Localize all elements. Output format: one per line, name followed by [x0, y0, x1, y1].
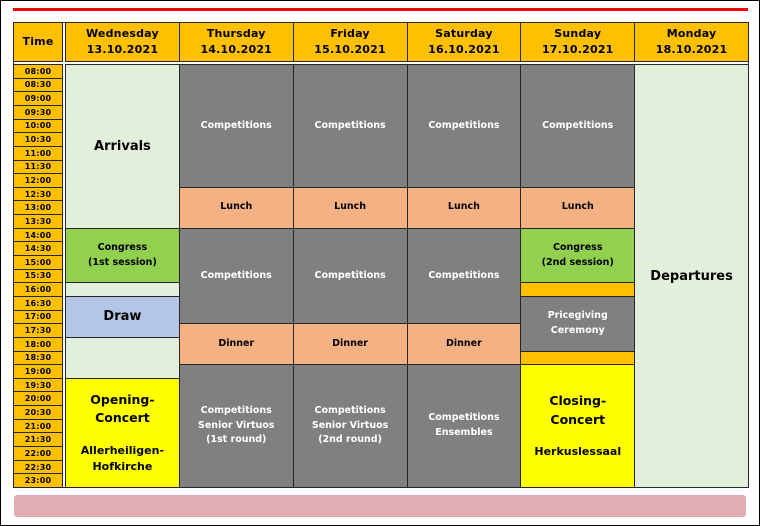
event-text-block: [90, 391, 154, 429]
label: 15.10.2021: [314, 43, 386, 56]
label: 11:00: [24, 148, 52, 158]
label: 17.10.2021: [541, 43, 614, 56]
label: 08:00: [24, 66, 52, 76]
label: Thursday: [206, 27, 266, 41]
event-filler-orange: [521, 352, 634, 365]
event-competitions-afternoon: [294, 229, 407, 324]
label: Opening-: [90, 391, 155, 407]
label: Lunch: [447, 201, 480, 213]
time-cell: [14, 188, 62, 201]
label: 16:00: [24, 285, 52, 295]
label: Competitions: [314, 269, 386, 281]
event-text-block: [534, 444, 621, 460]
label: 09:30: [24, 107, 52, 117]
label: 20:30: [24, 407, 52, 417]
event-competitions-afternoon: [180, 229, 293, 324]
label: 22:30: [24, 462, 52, 472]
schedule-table: [13, 22, 749, 488]
label: 14:30: [24, 244, 52, 254]
event-lunch: [408, 188, 521, 228]
label: 22:00: [24, 448, 52, 458]
event-arrivals: [66, 65, 179, 228]
event-opening-concert: [66, 379, 179, 487]
label: Ceremony: [550, 324, 605, 336]
event-draw: [66, 297, 179, 337]
label: 18:00: [24, 339, 52, 349]
label: 23:00: [24, 476, 52, 486]
time-cell: [14, 311, 62, 324]
time-column-header: [14, 23, 62, 61]
label: Competitions: [542, 119, 614, 131]
event-congress-1st-session: [66, 229, 179, 283]
time-cell: [14, 420, 62, 433]
time-cell: [14, 324, 62, 337]
label: Lunch: [334, 201, 367, 213]
time-cell: [14, 283, 62, 296]
label: Competitions: [428, 269, 500, 281]
time-cell: [14, 379, 62, 392]
time-cell: [14, 297, 62, 310]
label: Pricegiving: [547, 310, 608, 322]
time-cell: [14, 461, 62, 474]
label: 18:30: [24, 353, 52, 363]
event-closing-concert: [521, 365, 634, 487]
day-header-sunday: [521, 23, 634, 61]
event-filler-orange: [521, 283, 634, 296]
label: 09:00: [24, 94, 52, 104]
event-empty: [66, 283, 179, 296]
label: Senior Virtuos: [198, 419, 275, 431]
label: 19:00: [24, 367, 52, 376]
event-dinner: [294, 324, 407, 364]
label: Competitions: [428, 412, 500, 424]
event-lunch: [294, 188, 407, 228]
label: 18.10.2021: [655, 43, 728, 56]
label: Monday: [666, 27, 717, 41]
label: 15:00: [24, 257, 52, 267]
label: 19:30: [24, 380, 52, 390]
label: Closing-: [549, 392, 607, 408]
label: Lunch: [561, 201, 594, 213]
label: Competitions: [200, 269, 272, 281]
event-dinner: [408, 324, 521, 364]
time-cell: [14, 201, 62, 214]
event-competitions-senior-virtuos-2nd-round: [294, 365, 407, 487]
time-cell: [14, 174, 62, 187]
time-cell: [14, 474, 62, 487]
label: Hofkirche: [92, 460, 153, 474]
event-departures: [635, 65, 748, 487]
label: Dinner: [332, 337, 368, 349]
time-cell: [14, 215, 62, 228]
label: 10:30: [24, 135, 52, 145]
label: (1st round): [206, 434, 267, 446]
label: Competitions: [200, 119, 272, 131]
label: (2nd round): [318, 434, 382, 446]
event-empty: [66, 338, 179, 378]
label: Draw: [103, 309, 142, 325]
label: Departures: [650, 268, 733, 284]
event-competitions-afternoon: [408, 229, 521, 324]
red-top-rule: [13, 8, 748, 11]
bottom-pink-bar: [14, 495, 746, 517]
time-cell: [14, 79, 62, 92]
label: Time: [22, 35, 54, 49]
label: 13.10.2021: [86, 43, 159, 56]
event-competitions-morning: [521, 65, 634, 187]
label: Wednesday: [85, 27, 159, 41]
label: 20:00: [24, 394, 52, 404]
time-cell: [14, 270, 62, 283]
time-cell: [14, 65, 62, 78]
label: Lunch: [220, 201, 253, 213]
event-lunch: [180, 188, 293, 228]
time-cell: [14, 242, 62, 255]
time-cell: [14, 447, 62, 460]
label: Congress: [552, 241, 603, 253]
event-competitions-senior-virtuos-1st-round: [180, 365, 293, 487]
header-body-divider: [14, 62, 748, 64]
event-pricegiving-ceremony: [521, 297, 634, 351]
day-header-saturday: [408, 23, 521, 61]
time-cell: [14, 352, 62, 365]
time-cell: [14, 161, 62, 174]
time-cell: [14, 147, 62, 160]
label: Friday: [330, 27, 370, 41]
label: Competitions: [314, 119, 386, 131]
label: 14:00: [24, 230, 52, 240]
label: 14.10.2021: [200, 43, 273, 56]
label: 12:00: [24, 175, 52, 185]
time-events-divider: [63, 23, 65, 487]
label: Dinner: [446, 337, 482, 349]
label: 12:30: [24, 189, 52, 199]
label: 16.10.2021: [428, 43, 500, 56]
time-cell: [14, 392, 62, 405]
event-competitions-morning: [180, 65, 293, 187]
label: 16:30: [24, 298, 52, 308]
label: Allerheiligen-: [80, 444, 165, 458]
time-cell: [14, 406, 62, 419]
label: Ensembles: [435, 427, 493, 439]
label: Concert: [550, 411, 606, 427]
event-competitions-ensembles: [408, 365, 521, 487]
label: Competitions: [314, 405, 386, 417]
label: 11:30: [24, 162, 52, 172]
label: Saturday: [435, 27, 493, 41]
label: Senior Virtuos: [311, 419, 389, 431]
event-congress-2nd-session: [521, 229, 634, 283]
day-header-friday: [294, 23, 407, 61]
time-cell: [14, 106, 62, 119]
event-dinner: [180, 324, 293, 364]
label: 17:30: [24, 326, 52, 336]
day-header-wednesday: [66, 23, 179, 61]
label: Arrivals: [94, 138, 151, 154]
day-header-thursday: [180, 23, 293, 61]
event-text-block: [81, 443, 164, 475]
label: 13:00: [24, 203, 52, 213]
event-lunch: [521, 188, 634, 228]
time-cell: [14, 365, 62, 378]
label: 13:30: [24, 216, 52, 226]
label: 21:00: [24, 421, 52, 431]
time-cell: [14, 229, 62, 242]
event-competitions-morning: [294, 65, 407, 187]
label: (1st session): [88, 256, 157, 268]
time-cell: [14, 256, 62, 269]
label: Concert: [95, 410, 150, 426]
label: Competitions: [200, 405, 272, 417]
time-cell: [14, 92, 62, 105]
label: 17:00: [24, 312, 52, 322]
label: Competitions: [428, 119, 500, 131]
label: Congress: [97, 241, 148, 253]
time-cell: [14, 338, 62, 351]
event-competitions-morning: [408, 65, 521, 187]
event-text-block: [549, 392, 606, 430]
label: 10:00: [24, 121, 52, 131]
label: Sunday: [554, 27, 602, 41]
label: (2nd session): [541, 256, 614, 268]
day-header-monday: [635, 23, 748, 61]
time-cell: [14, 133, 62, 146]
label: Dinner: [218, 337, 255, 349]
time-cell: [14, 120, 62, 133]
label: 08:30: [24, 80, 52, 90]
label: 15:30: [24, 271, 52, 281]
time-cell: [14, 433, 62, 446]
label: Herkuslessaal: [534, 445, 622, 459]
label: 21:30: [24, 435, 52, 445]
